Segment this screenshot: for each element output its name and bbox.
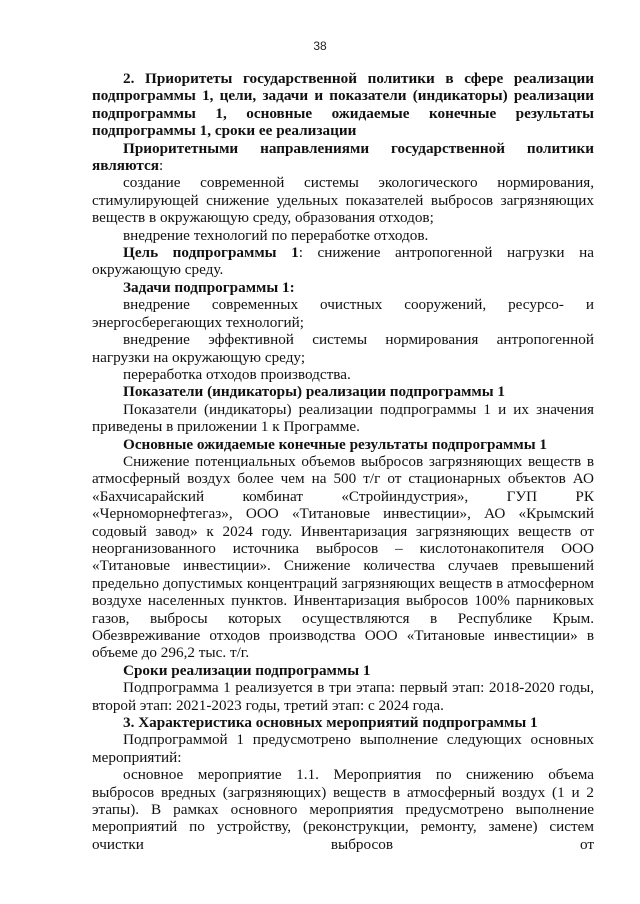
page-number: 38 [313, 39, 327, 53]
measure-1-1: основное мероприятие 1.1. Мероприятия по снижению объема выбросов вредных (загрязняющих) веществ в атмосферный воздух (1 и 2 этапы). В рамках основного мероприятия предусмотрено выполнение мероприятий по устройству, (реконструкции, ремонту, замене) систем очистки выбросов от [92, 766, 594, 853]
priority-item: внедрение технологий по переработке отходов. [123, 226, 429, 244]
section-3-heading: 3. Характеристика основных мероприятий подпрограммы 1 [123, 714, 538, 732]
task-item: переработка отходов производства. [123, 365, 351, 383]
results-heading: Основные ожидаемые конечные результаты подпрограммы 1 [123, 435, 547, 453]
goal-label: Цель подпрограммы 1 [123, 244, 299, 262]
results-text: Снижение потенциальных объемов выбросов загрязняющих веществ в атмосферный воздух более чем на 500 т/г от стационарных объектов АО «Бахчисарайский комбинат «Стройиндустрия», ГУП РК «Черноморнефтегаз», ООО «Титановые инвестиции», АО «Крымский содовый завод» к 2024 году. Инвентаризация загрязняющих веществ от неорганизованного источника выбросов – кислотонакопителя ООО «Титановые инвестиции». Снижение количества случаев превышений предельно допустимых концентраций загрязняющих веществ в атмосферном воздухе населенных пунктов. Инвентаризация выбросов 100% парниковых газов, выбросы которых осуществляются в Республике Крым. Обезвреживание отходов производства ООО «Титановые инвестиции» в объеме до 296,2 тыс. т/г. [92, 452, 594, 662]
priority-label: Приоритетными направлениями государственной политики являются [92, 139, 594, 175]
goal-text: : снижение антропогенной нагрузки на окружающую среду. [92, 244, 594, 279]
tasks-label: Задачи подпрограммы 1: [123, 278, 295, 296]
terms-text: Подпрограмма 1 реализуется в три этапа: первый этап: 2018-2020 годы, второй этап: 2021-2023 годы, третий этап: с 2024 года. [92, 679, 594, 714]
terms-heading: Сроки реализации подпрограммы 1 [123, 661, 371, 679]
goal-paragraph [92, 244, 594, 279]
priority-suffix: : [158, 157, 164, 175]
page-content [92, 70, 594, 853]
task-item: внедрение эффективной системы нормирования антропогенной нагрузки на окружающую среду; [92, 331, 594, 366]
priority-item: создание современной системы экологического нормирования, стимулирующей снижение удельных показателей выбросов загрязняющих веществ в окружающую среду, образования отходов; [92, 174, 594, 227]
indicators-heading: Показатели (индикаторы) реализации подпрограммы 1 [123, 383, 506, 401]
task-item: внедрение современных очистных сооружений, ресурсо- и энергосберегающих технологий; [92, 296, 594, 331]
indicators-text: Показатели (индикаторы) реализации подпрограммы 1 и их значения приведены в приложении 1 к Программе. [92, 400, 594, 436]
section-2-heading: 2. Приоритеты государственной политики в сфере реализации подпрограммы 1, цели, задачи и показатели (индикаторы) реализации подпрограммы 1, основные ожидаемые конечные результаты подпрограммы 1, сроки ее реализации [92, 70, 594, 140]
priority-paragraph [92, 140, 594, 175]
section-3-intro: Подпрограммой 1 предусмотрено выполнение следующих основных мероприятий: [92, 731, 594, 766]
